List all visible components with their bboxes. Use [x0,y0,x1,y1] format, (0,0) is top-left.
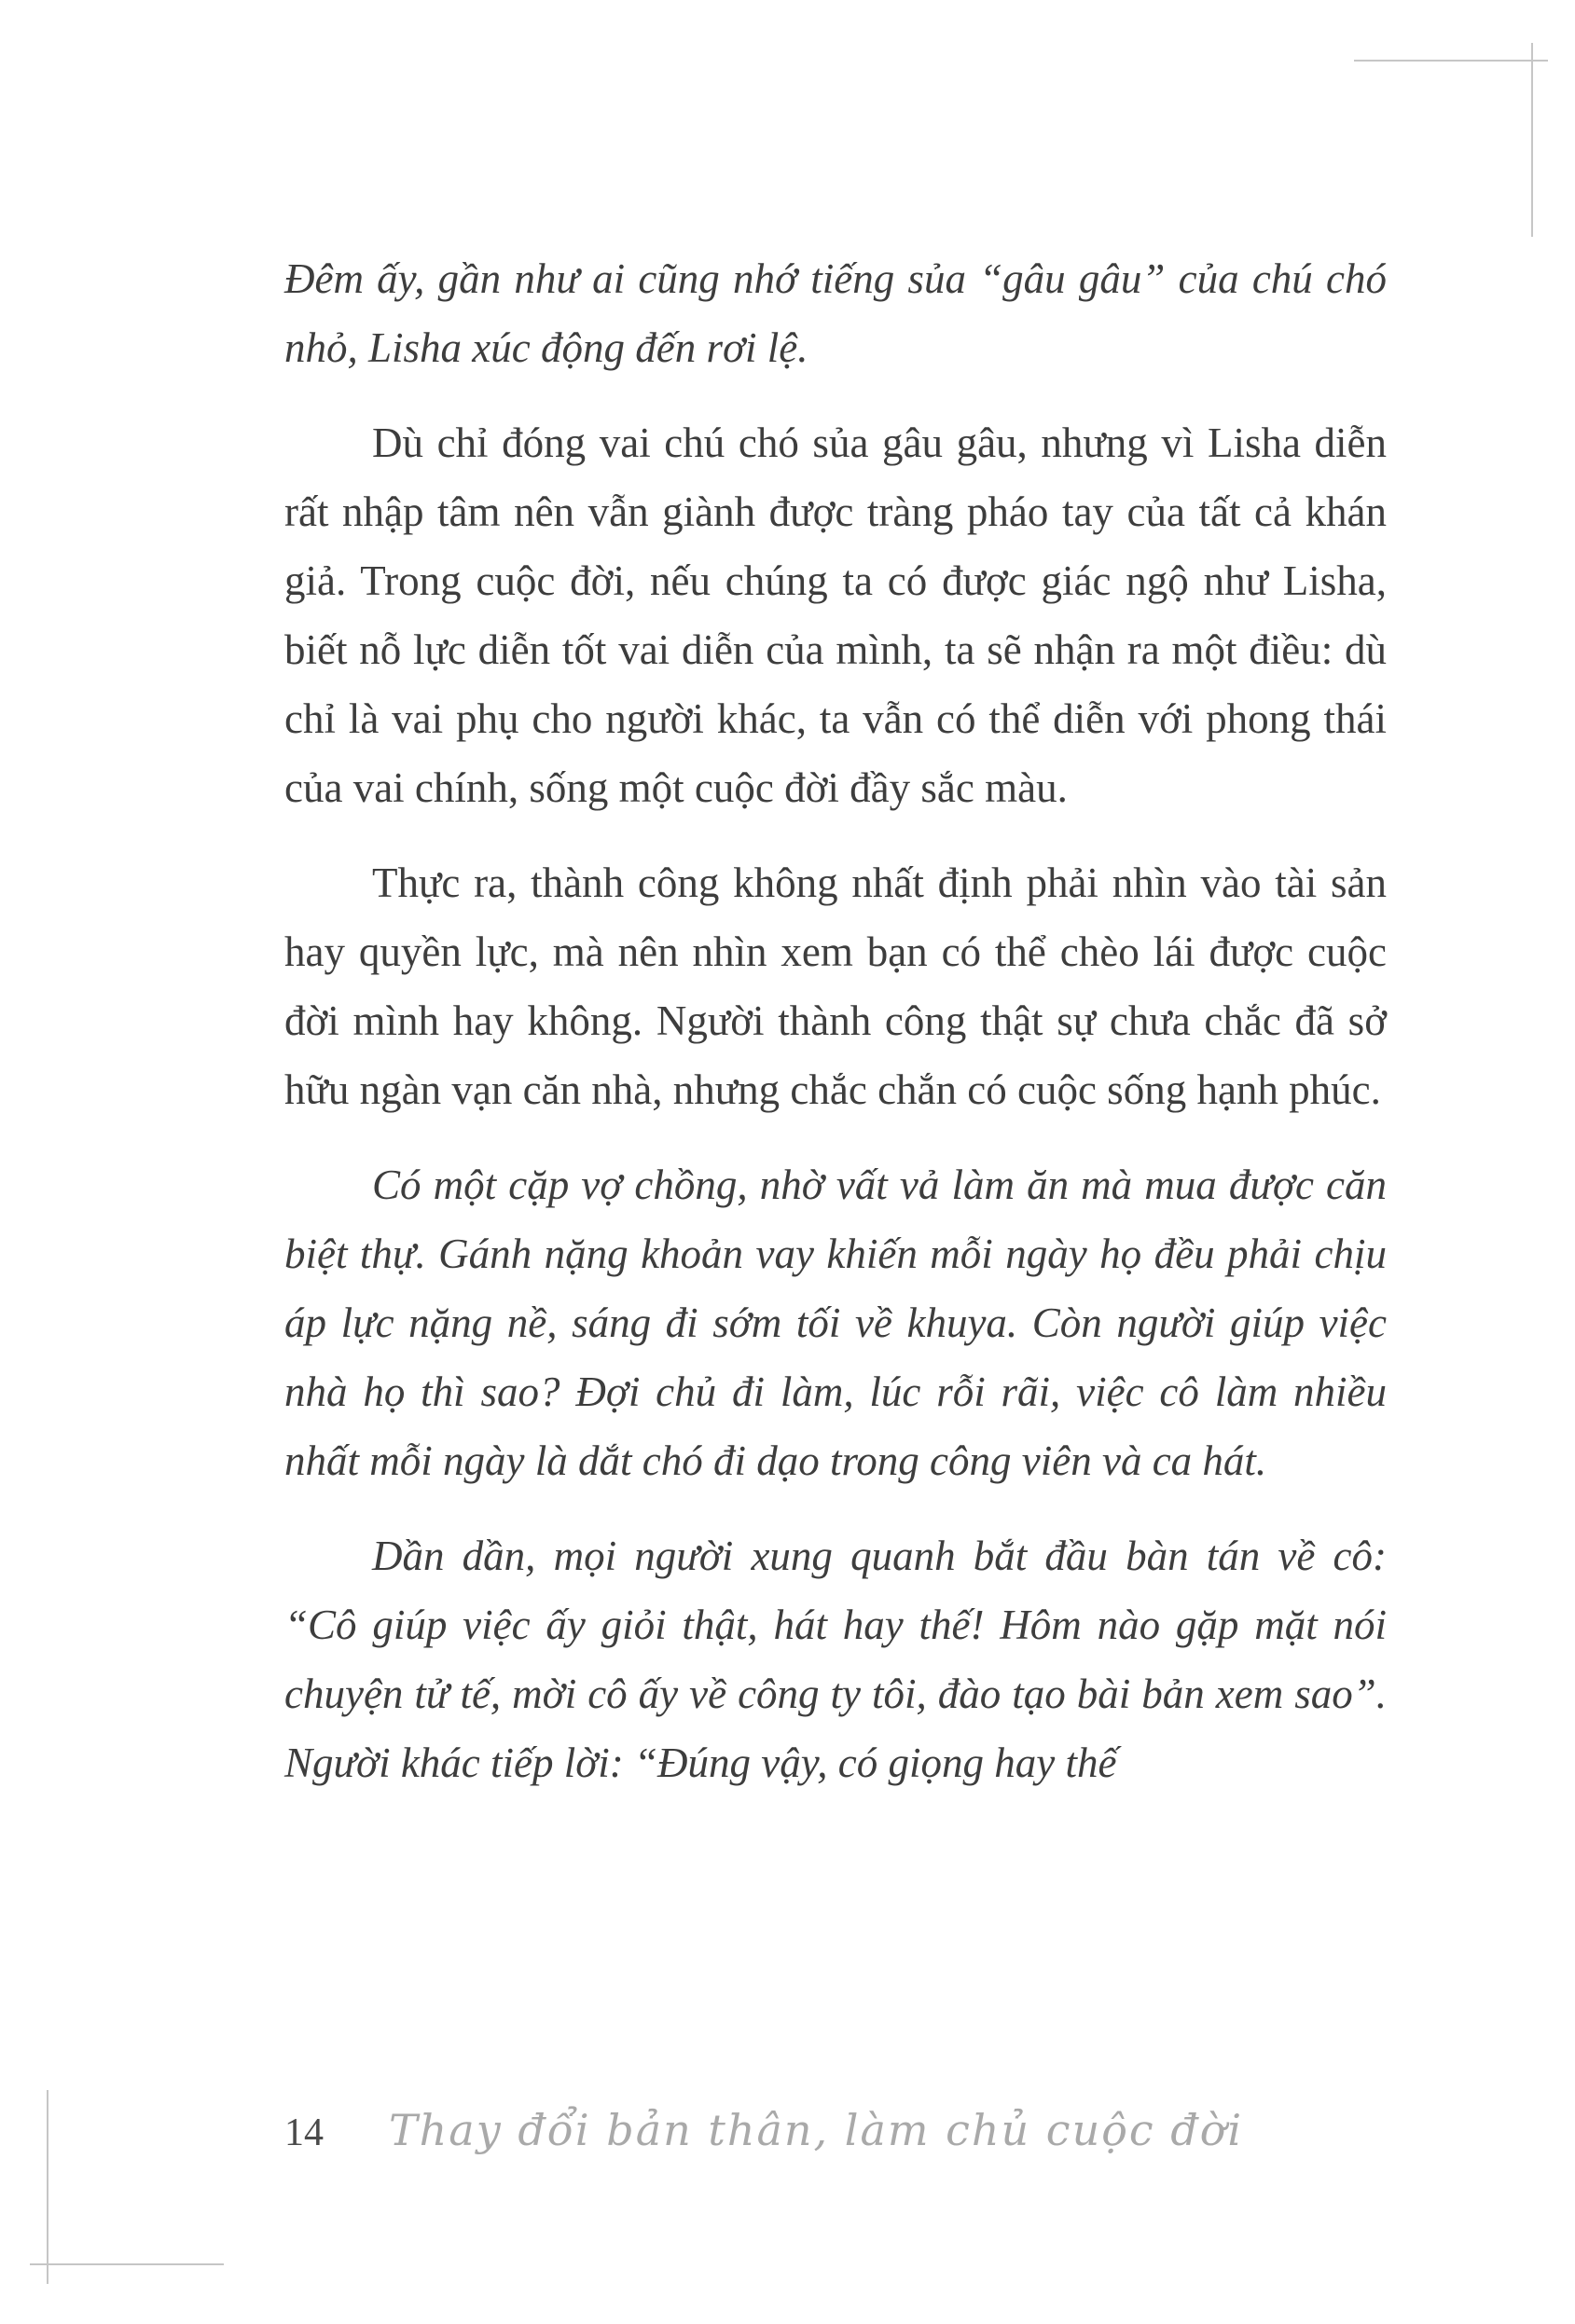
page-number: 14 [284,2111,324,2154]
corner-ornament-bottom-left-horizontal [30,2263,224,2265]
paragraph-story-italic: Dần dần, mọi người xung quanh bắt đầu bàn tán về cô: “Cô giúp việc ấy giỏi thật, hát hay thế! Hôm nào gặp mặt nói chuyện tử tế, mời cô ấy về công ty tôi, đào tạo bài bản xem sao”. Người khác tiếp lời: “Đúng vậy, có giọng hay thế [284,1533,1387,1786]
footer-book-title: Thay đổi bản thân, làm chủ cuộc đời [389,2105,1244,2155]
corner-ornament-top-right-horizontal [1354,60,1548,62]
corner-ornament-bottom-left-vertical [47,2090,48,2284]
paragraph-body: Thực ra, thành công không nhất định phải nhìn vào tài sản hay quyền lực, mà nên nhìn xem bạn có thể chèo lái được cuộc đời mình hay không. Người thành công thật sự chưa chắc đã sở hữu ngàn vạn căn nhà, nhưng chắc chắn có cuộc sống hạnh phúc. [284,859,1387,1113]
page-footer [284,2105,1387,2155]
page-text-block [284,244,1387,1823]
corner-ornament-top-right-vertical [1531,43,1533,237]
paragraph-body: Dù chỉ đóng vai chú chó sủa gâu gâu, nhưng vì Lisha diễn rất nhập tâm nên vẫn giành được tràng pháo tay của tất cả khán giả. Trong cuộc đời, nếu chúng ta có được giác ngộ như Lisha, biết nỗ lực diễn tốt vai diễn của mình, ta sẽ nhận ra một điều: dù chỉ là vai phụ cho người khác, ta vẫn có thể diễn với phong thái của vai chính, sống một cuộc đời đầy sắc màu. [284,419,1387,811]
paragraph-story-italic: Có một cặp vợ chồng, nhờ vất vả làm ăn mà mua được căn biệt thự. Gánh nặng khoản vay khiến mỗi ngày họ đều phải chịu áp lực nặng nề, sáng đi sớm tối về khuya. Còn người giúp việc nhà họ thì sao? Đợi chủ đi làm, lúc rỗi rãi, việc cô làm nhiều nhất mỗi ngày là dắt chó đi dạo trong công viên và ca hát. [284,1162,1387,1484]
paragraph-continued-italic: Đêm ấy, gần như ai cũng nhớ tiếng sủa “gâu gâu” của chú chó nhỏ, Lisha xúc động đến rơi lệ. [284,255,1387,371]
